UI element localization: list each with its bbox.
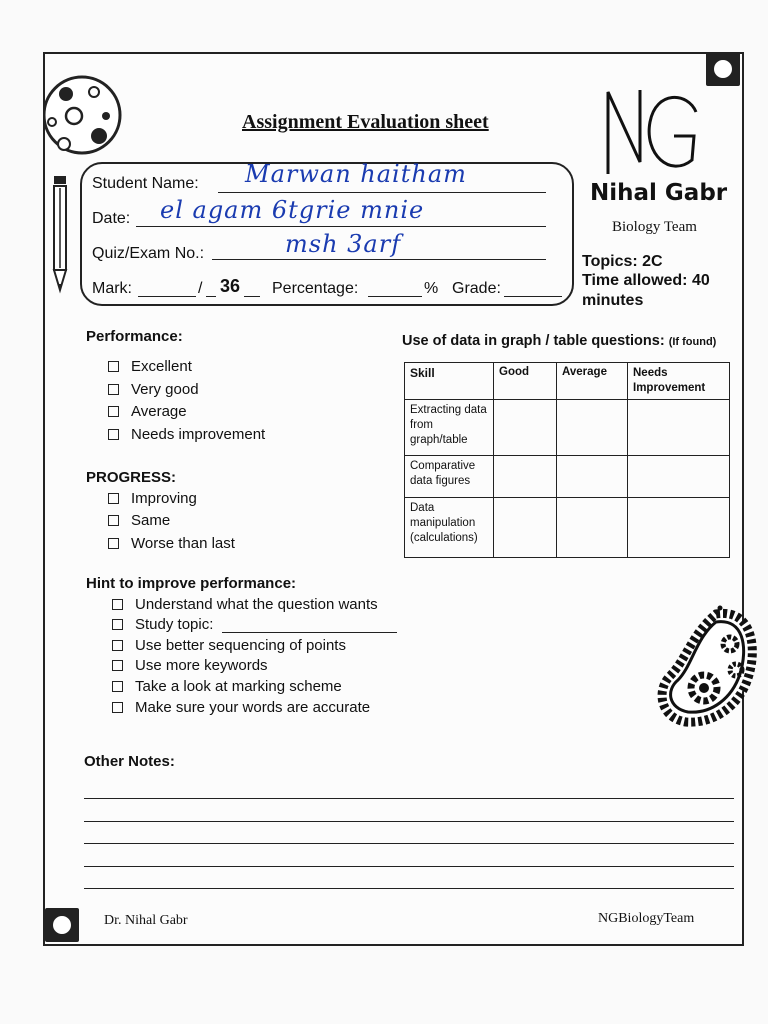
checkbox[interactable] — [108, 429, 119, 440]
col-header: Average — [557, 363, 628, 400]
hint-option[interactable]: Understand what the question wants — [112, 596, 378, 613]
skill-cell: Data manipulation (calculations) — [405, 498, 494, 558]
brand-name: Nihal Gabr — [590, 180, 728, 206]
checkbox[interactable] — [112, 619, 123, 630]
hints-heading: Hint to improve performance: — [86, 575, 297, 592]
time-allowed-label: Time allowed: 40 minutes — [582, 272, 710, 309]
mark-slash-line — [206, 282, 216, 297]
checkbox[interactable] — [108, 406, 119, 417]
checkbox[interactable] — [108, 538, 119, 549]
checkbox[interactable] — [112, 640, 123, 651]
rating-cell[interactable] — [494, 456, 557, 498]
quiz-value: msh 3arf — [285, 230, 402, 258]
checkbox[interactable] — [108, 515, 119, 526]
col-header: Skill — [405, 363, 494, 400]
percent-sign: % — [424, 280, 439, 297]
hint-option[interactable]: Use more keywords — [112, 657, 268, 674]
rating-cell[interactable] — [557, 498, 628, 558]
hint-option[interactable]: Study topic: — [112, 616, 213, 633]
col-header: Good — [494, 363, 557, 400]
rating-cell[interactable] — [494, 498, 557, 558]
hint-option[interactable]: Take a look at marking scheme — [112, 678, 342, 695]
cell-icon — [44, 72, 124, 158]
hint-option[interactable]: Use better sequencing of points — [112, 637, 346, 654]
checkbox[interactable] — [108, 384, 119, 395]
performance-option[interactable]: Needs improvement — [108, 426, 265, 443]
performance-option[interactable]: Excellent — [108, 358, 192, 375]
mark-total: 36 — [220, 276, 241, 296]
progress-option[interactable]: Improving — [108, 490, 197, 507]
notes-heading: Other Notes: — [84, 753, 175, 770]
percentage-field[interactable] — [368, 282, 422, 297]
checkbox[interactable] — [108, 493, 119, 504]
date-value: el agam 6tgrie mnie — [160, 196, 425, 224]
notes-line[interactable] — [84, 866, 734, 867]
performance-option[interactable]: Average — [108, 403, 187, 420]
grade-field[interactable] — [504, 282, 562, 297]
rating-cell[interactable] — [628, 456, 730, 498]
hint-option[interactable]: Make sure your words are accurate — [112, 699, 370, 716]
progress-option[interactable]: Worse than last — [108, 535, 235, 552]
mark-label: Mark: — [92, 280, 132, 297]
progress-heading: PROGRESS: — [86, 469, 177, 486]
ng-logo-icon — [600, 82, 712, 182]
student-name-value: Marwan haitham — [245, 160, 467, 188]
corner-ring-bottom-left — [45, 908, 79, 942]
pencil-icon — [50, 176, 70, 294]
percentage-label: Percentage: — [272, 280, 359, 297]
checkbox[interactable] — [112, 660, 123, 671]
skill-cell: Comparative data figures — [405, 456, 494, 498]
skill-cell: Extracting data from graph/table — [405, 400, 494, 456]
footer-author: Dr. Nihal Gabr — [104, 913, 188, 928]
checkbox[interactable] — [112, 599, 123, 610]
brand-subtitle: Biology Team — [612, 219, 697, 235]
mark-field[interactable] — [138, 282, 196, 297]
notes-line[interactable] — [84, 843, 734, 844]
performance-heading: Performance: — [86, 328, 183, 345]
student-name-label: Student Name: — [92, 175, 199, 192]
progress-option[interactable]: Same — [108, 512, 170, 529]
checkbox[interactable] — [112, 702, 123, 713]
rating-cell[interactable] — [557, 400, 628, 456]
rating-cell[interactable] — [628, 400, 730, 456]
date-label: Date: — [92, 210, 131, 227]
mark-total-line — [244, 282, 260, 297]
bacterium-gear-icon — [656, 604, 760, 732]
notes-line[interactable] — [84, 798, 734, 799]
mark-slash: / — [198, 280, 203, 297]
skills-table — [404, 362, 730, 558]
footer-team: NGBiologyTeam — [598, 911, 695, 926]
notes-line[interactable] — [84, 888, 734, 889]
grade-label: Grade: — [452, 280, 501, 297]
quiz-label: Quiz/Exam No.: — [92, 245, 205, 262]
study-topic-field[interactable] — [222, 618, 397, 633]
rating-cell[interactable] — [628, 498, 730, 558]
checkbox[interactable] — [108, 361, 119, 372]
notes-line[interactable] — [84, 821, 734, 822]
performance-option[interactable]: Very good — [108, 381, 199, 398]
checkbox[interactable] — [112, 681, 123, 692]
rating-cell[interactable] — [494, 400, 557, 456]
data-use-heading: Use of data in graph / table questions: (If found) — [402, 333, 717, 349]
col-header: Needs Improvement — [628, 363, 730, 400]
page-title: Assignment Evaluation sheet — [242, 111, 489, 133]
rating-cell[interactable] — [557, 456, 628, 498]
topics-label: Topics: 2C — [582, 253, 663, 270]
corner-ring-top-right — [706, 52, 740, 86]
